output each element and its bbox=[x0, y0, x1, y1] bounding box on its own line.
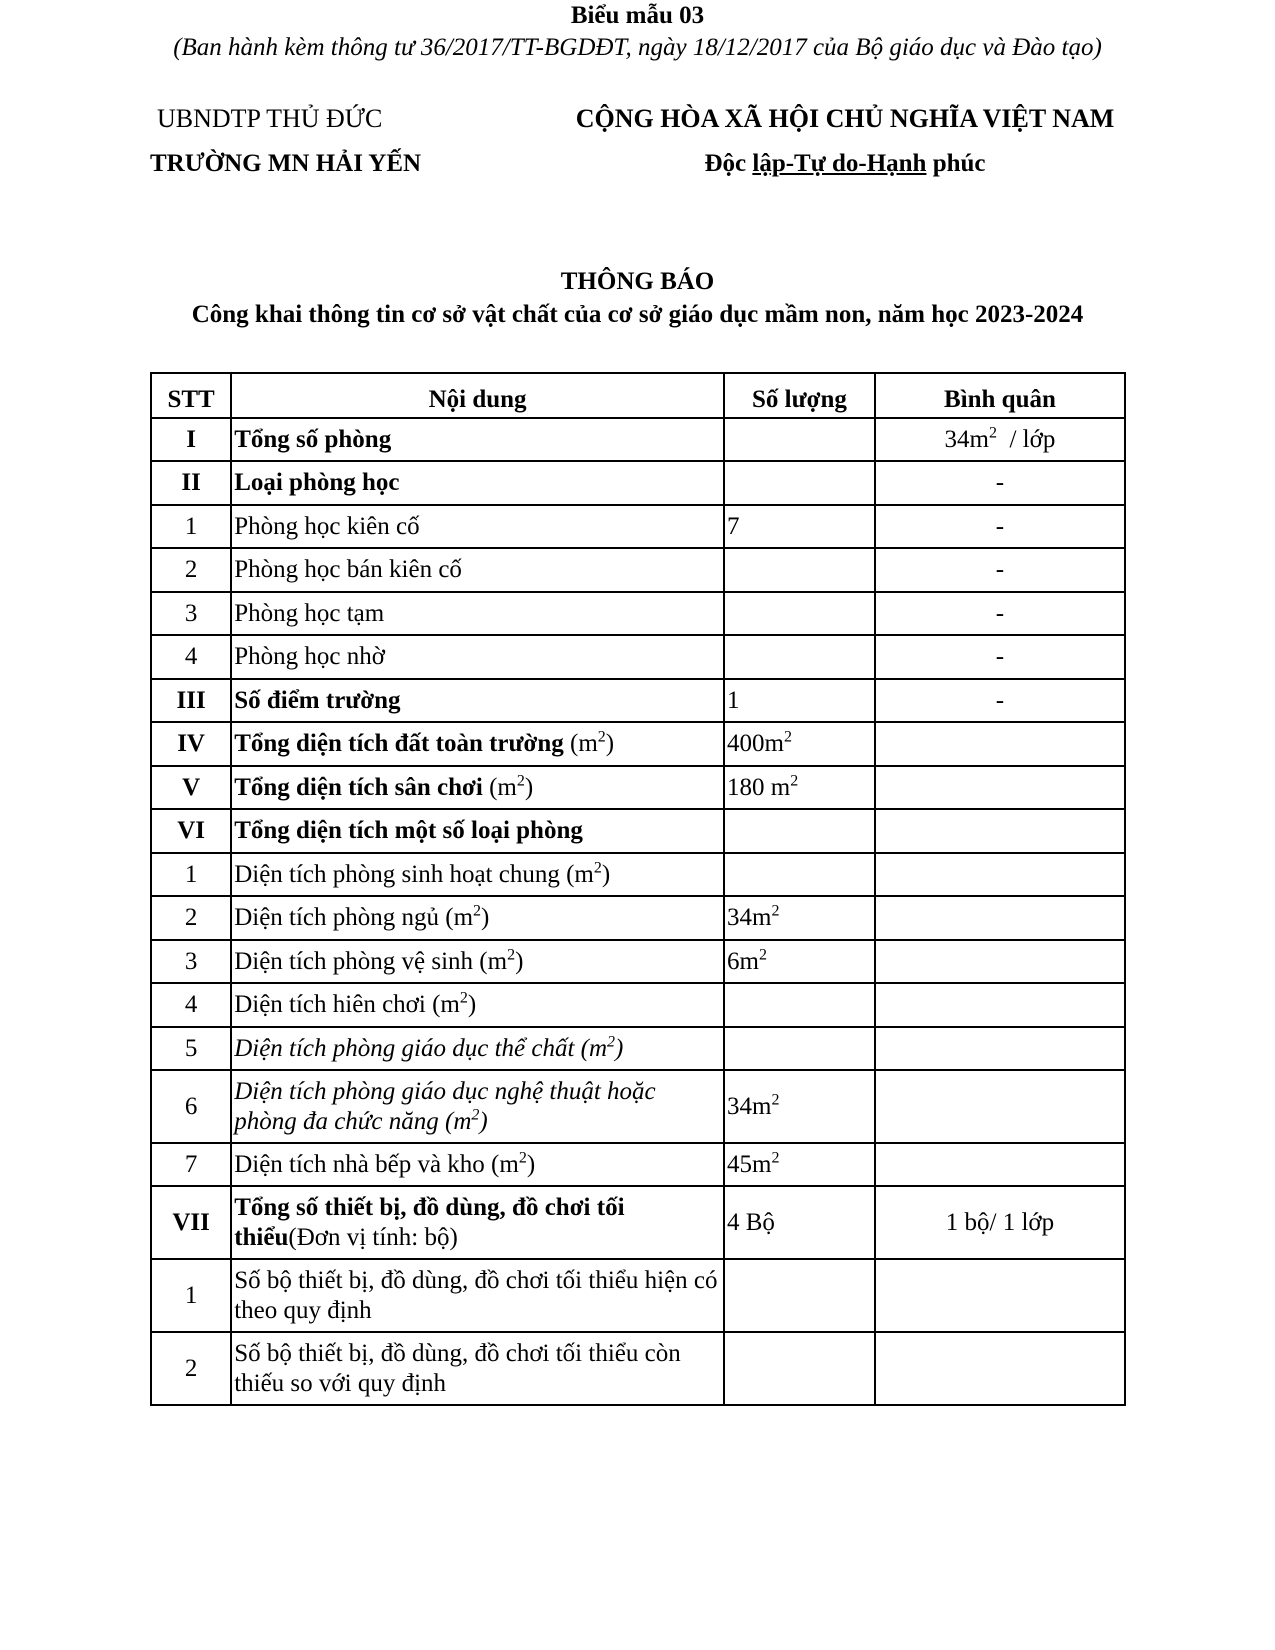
document-subtitle: Công khai thông tin cơ sở vật chất của cơ sở giáo dục mầm non, năm học 2023-2024 bbox=[191, 301, 1084, 328]
cell-content bbox=[231, 940, 724, 983]
average-value: - bbox=[995, 469, 1005, 496]
cell-content bbox=[231, 1070, 724, 1143]
content-text: Diện tích hiên chơi (m bbox=[234, 991, 460, 1018]
cell-quantity bbox=[724, 418, 875, 461]
table-row bbox=[151, 896, 1125, 940]
quantity-sup: 2 bbox=[758, 946, 767, 964]
cell-content bbox=[231, 1186, 724, 1259]
table-row bbox=[151, 983, 1125, 1027]
average-value: - bbox=[995, 643, 1005, 670]
cell-quantity bbox=[724, 766, 875, 809]
cell-average bbox=[875, 1027, 1125, 1070]
table-row bbox=[151, 853, 1125, 896]
header-quantity: Số lượng bbox=[724, 373, 875, 418]
content-tail: ) bbox=[601, 860, 611, 888]
cell-stt: V bbox=[151, 766, 231, 809]
average-value: - bbox=[995, 512, 1005, 540]
cell-quantity bbox=[724, 1143, 875, 1186]
cell-content bbox=[231, 635, 724, 679]
content-text: Diện tích nhà bếp và kho (m bbox=[234, 1150, 519, 1178]
content-tail: ) bbox=[481, 904, 490, 931]
content-unit-sup: 2 bbox=[518, 1149, 527, 1167]
quantity-value: 6m bbox=[726, 947, 759, 975]
table-row bbox=[151, 1186, 1125, 1259]
content-text: Số bộ thiết bị, đồ dùng, đồ chơi tối thiểu còn thiếu so với quy định bbox=[234, 1339, 681, 1397]
cell-average bbox=[875, 1070, 1125, 1143]
cell-stt: 3 bbox=[151, 940, 231, 983]
table-row bbox=[151, 766, 1125, 809]
cell-content bbox=[231, 1259, 724, 1332]
table-header-row bbox=[151, 373, 1125, 418]
document-title: THÔNG BÁO bbox=[560, 268, 715, 295]
cell-quantity bbox=[724, 983, 875, 1027]
cell-average bbox=[875, 853, 1125, 896]
table-row bbox=[151, 809, 1125, 853]
cell-stt: 5 bbox=[151, 1027, 231, 1070]
table-row bbox=[151, 1143, 1125, 1186]
cell-average bbox=[875, 940, 1125, 983]
table-row bbox=[151, 418, 1125, 461]
header-average: Bình quân bbox=[875, 373, 1125, 418]
table-row bbox=[151, 1259, 1125, 1332]
cell-average bbox=[875, 896, 1125, 940]
cell-average bbox=[875, 1143, 1125, 1186]
cell-content bbox=[231, 505, 724, 548]
content-bold: Tổng diện tích đất toàn trường bbox=[234, 730, 564, 757]
average-value: 1 bộ/ 1 lớp bbox=[945, 1208, 1055, 1236]
content-text: Diện tích phòng giáo dục nghệ thuật hoặc phòng đa chức năng (m bbox=[234, 1077, 656, 1135]
average-value: 34m bbox=[944, 425, 989, 453]
content-tail: ) bbox=[605, 730, 615, 757]
cell-content bbox=[231, 592, 724, 635]
content-text: (m bbox=[482, 773, 517, 801]
table-row bbox=[151, 461, 1125, 505]
cell-content bbox=[231, 461, 724, 505]
cell-content bbox=[231, 722, 724, 766]
quantity-sup: 2 bbox=[771, 902, 780, 920]
cell-stt: I bbox=[151, 418, 231, 461]
quantity-sup: 2 bbox=[771, 1149, 780, 1167]
content-text: Số bộ thiết bị, đồ dùng, đồ chơi tối thiểu hiện có theo quy định bbox=[234, 1266, 718, 1324]
cell-quantity bbox=[724, 461, 875, 505]
content-bold: Số điểm trường bbox=[234, 686, 401, 714]
table-row bbox=[151, 635, 1125, 679]
table-row bbox=[151, 548, 1125, 592]
cell-content bbox=[231, 983, 724, 1027]
cell-stt: VI bbox=[151, 809, 231, 853]
cell-stt: III bbox=[151, 679, 231, 722]
table-row bbox=[151, 592, 1125, 635]
content-tail: ) bbox=[615, 1034, 624, 1062]
cell-average bbox=[875, 983, 1125, 1027]
cell-stt: 4 bbox=[151, 983, 231, 1027]
issuing-authority: UBNDTP THỦ ĐỨC bbox=[157, 104, 383, 133]
cell-content bbox=[231, 766, 724, 809]
quantity-sup: 2 bbox=[783, 728, 792, 746]
content-bold: Loại phòng học bbox=[234, 469, 400, 496]
content-unit-sup: 2 bbox=[516, 772, 525, 790]
school-name: TRƯỜNG MN HẢI YẾN bbox=[150, 150, 422, 177]
cell-stt: 4 bbox=[151, 635, 231, 679]
motto-part-3: phúc bbox=[926, 150, 986, 177]
cell-quantity bbox=[724, 592, 875, 635]
cell-quantity bbox=[724, 505, 875, 548]
cell-average bbox=[875, 418, 1125, 461]
cell-quantity bbox=[724, 679, 875, 722]
cell-stt: VII bbox=[151, 1186, 231, 1259]
cell-average bbox=[875, 1259, 1125, 1332]
quantity-sup: 2 bbox=[790, 772, 799, 790]
cell-average bbox=[875, 461, 1125, 505]
cell-average bbox=[875, 548, 1125, 592]
cell-content bbox=[231, 853, 724, 896]
content-unit-sup: 2 bbox=[507, 946, 516, 964]
content-tail: ) bbox=[467, 991, 477, 1018]
cell-average bbox=[875, 635, 1125, 679]
cell-stt: 3 bbox=[151, 592, 231, 635]
cell-content bbox=[231, 1027, 724, 1070]
national-title: CỘNG HÒA XÃ HỘI CHỦ NGHĨA VIỆT NAM bbox=[575, 104, 1115, 133]
table-row bbox=[151, 505, 1125, 548]
average-value: - bbox=[995, 556, 1005, 583]
cell-stt: II bbox=[151, 461, 231, 505]
quantity-value: 7 bbox=[726, 512, 740, 540]
content-tail: ) bbox=[524, 773, 534, 801]
quantity-value: 400m bbox=[726, 730, 784, 757]
cell-content bbox=[231, 679, 724, 722]
cell-average bbox=[875, 679, 1125, 722]
quantity-sup: 2 bbox=[771, 1091, 780, 1109]
cell-content bbox=[231, 809, 724, 853]
decree-reference: (Ban hành kèm thông tư 36/2017/TT-BGDĐT, ngày 18/12/2017 của Bộ giáo dục và Đào tạo) bbox=[173, 34, 1102, 61]
header-stt: STT bbox=[151, 373, 231, 418]
cell-quantity bbox=[724, 1186, 875, 1259]
average-sup: 2 bbox=[988, 424, 997, 442]
content-unit-sup: 2 bbox=[597, 728, 606, 746]
content-unit-sup: 2 bbox=[473, 902, 482, 920]
table-row bbox=[151, 1027, 1125, 1070]
content-text: Diện tích phòng ngủ (m bbox=[234, 904, 474, 931]
cell-quantity bbox=[724, 1259, 875, 1332]
cell-stt: 2 bbox=[151, 548, 231, 592]
content-bold: Tổng số phòng bbox=[234, 425, 392, 453]
content-text: Diện tích phòng giáo dục thể chất (m bbox=[234, 1034, 608, 1062]
cell-stt: 1 bbox=[151, 505, 231, 548]
content-text: Phòng học kiên cố bbox=[234, 512, 420, 540]
content-text: (m bbox=[563, 730, 598, 757]
cell-stt: 2 bbox=[151, 896, 231, 940]
content-tail: ) bbox=[526, 1150, 536, 1178]
content-text: (Đơn vị tính: bộ) bbox=[288, 1223, 458, 1251]
content-bold: Tổng số thiết bị, đồ dùng, đồ chơi tối thiểu bbox=[234, 1193, 625, 1251]
table-row bbox=[151, 940, 1125, 983]
cell-quantity bbox=[724, 1332, 875, 1405]
cell-average bbox=[875, 1332, 1125, 1405]
motto-part-1: Độc bbox=[704, 150, 753, 177]
table-row bbox=[151, 1332, 1125, 1405]
content-text: Phòng học nhờ bbox=[234, 643, 385, 670]
facilities-table bbox=[150, 372, 1126, 1406]
cell-quantity bbox=[724, 809, 875, 853]
quantity-value: 4 Bộ bbox=[726, 1208, 775, 1236]
cell-content bbox=[231, 548, 724, 592]
quantity-value: 45m bbox=[726, 1150, 772, 1178]
quantity-value: 1 bbox=[726, 686, 740, 714]
cell-content bbox=[231, 1332, 724, 1405]
average-value: - bbox=[995, 686, 1005, 714]
form-number: Biểu mẫu 03 bbox=[570, 2, 705, 29]
cell-content bbox=[231, 896, 724, 940]
header-content: Nội dung bbox=[231, 373, 724, 418]
cell-quantity bbox=[724, 1070, 875, 1143]
cell-quantity bbox=[724, 722, 875, 766]
cell-average bbox=[875, 592, 1125, 635]
content-unit-sup: 2 bbox=[593, 859, 602, 877]
cell-stt: 7 bbox=[151, 1143, 231, 1186]
cell-stt: IV bbox=[151, 722, 231, 766]
cell-average bbox=[875, 1186, 1125, 1259]
average-tail: / lớp bbox=[996, 425, 1056, 453]
cell-average bbox=[875, 809, 1125, 853]
cell-content bbox=[231, 1143, 724, 1186]
content-tail: ) bbox=[479, 1107, 488, 1135]
cell-quantity bbox=[724, 940, 875, 983]
content-bold: Tổng diện tích một số loại phòng bbox=[234, 817, 583, 844]
table-row bbox=[151, 722, 1125, 766]
cell-content bbox=[231, 418, 724, 461]
facilities-table-container bbox=[150, 372, 1126, 1449]
cell-quantity bbox=[724, 896, 875, 940]
content-unit-sup: 2 bbox=[471, 1106, 480, 1124]
quantity-value: 34m bbox=[726, 1092, 772, 1120]
cell-average bbox=[875, 766, 1125, 809]
cell-quantity bbox=[724, 853, 875, 896]
cell-average bbox=[875, 722, 1125, 766]
content-bold: Tổng diện tích sân chơi bbox=[234, 773, 483, 801]
cell-quantity bbox=[724, 1027, 875, 1070]
cell-stt: 1 bbox=[151, 1259, 231, 1332]
content-text: Phòng học tạm bbox=[234, 599, 385, 627]
content-text: Diện tích phòng sinh hoạt chung (m bbox=[234, 860, 594, 888]
cell-stt: 2 bbox=[151, 1332, 231, 1405]
cell-average bbox=[875, 505, 1125, 548]
quantity-value: 34m bbox=[726, 904, 772, 931]
table-row bbox=[151, 1070, 1125, 1143]
cell-stt: 1 bbox=[151, 853, 231, 896]
cell-stt: 6 bbox=[151, 1070, 231, 1143]
content-tail: ) bbox=[515, 947, 524, 975]
quantity-value: 180 m bbox=[726, 773, 791, 801]
content-unit-sup: 2 bbox=[459, 989, 468, 1007]
cell-quantity bbox=[724, 548, 875, 592]
content-unit-sup: 2 bbox=[607, 1033, 616, 1051]
table-row bbox=[151, 679, 1125, 722]
average-value: - bbox=[995, 599, 1005, 627]
content-text: Diện tích phòng vệ sinh (m bbox=[234, 947, 508, 975]
national-motto bbox=[560, 150, 1130, 178]
content-text: Phòng học bán kiên cố bbox=[234, 556, 462, 583]
cell-quantity bbox=[724, 635, 875, 679]
motto-part-2: lập-Tự do-Hạnh bbox=[752, 150, 927, 177]
